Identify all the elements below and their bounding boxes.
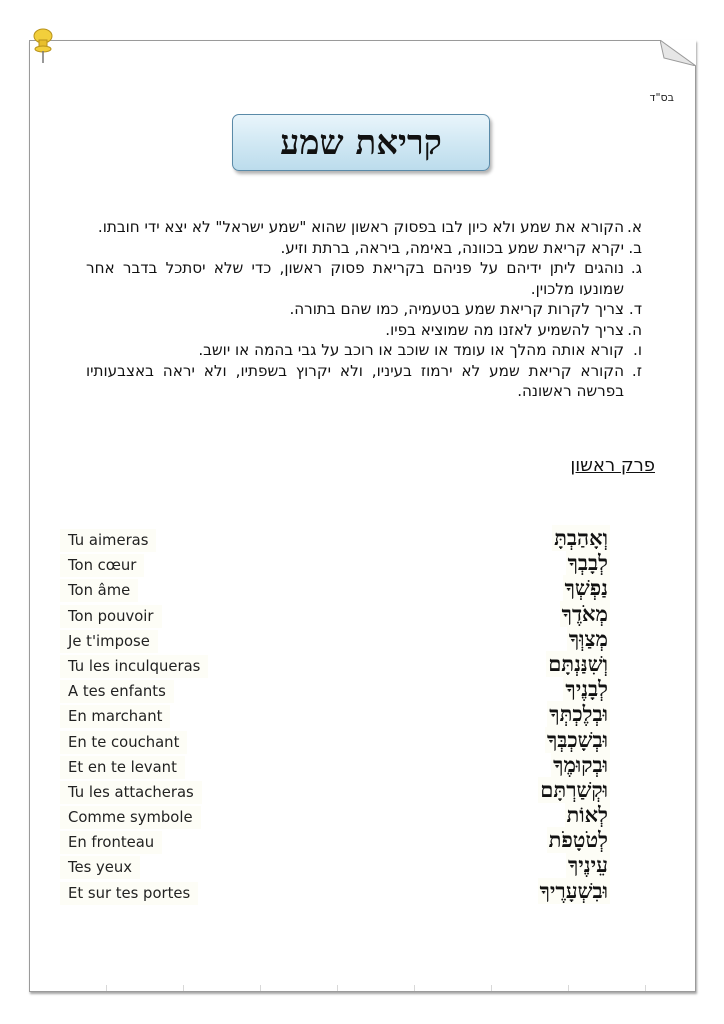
- rule-item: [86, 340, 642, 361]
- hebrew-word: לְבָבְךָ: [567, 550, 608, 576]
- rule-item: [86, 258, 642, 299]
- rule-item: [86, 320, 642, 341]
- french-word: Tu les attacheras: [60, 781, 202, 804]
- rule-letter: ו.: [633, 341, 642, 359]
- rule-item: [86, 299, 642, 320]
- rule-item: [86, 238, 642, 259]
- vocab-row: [60, 525, 620, 554]
- hebrew-word: לְבָנֶיךָ: [565, 676, 608, 702]
- french-word: Tes yeux: [60, 856, 140, 879]
- rule-text: קורא אותה מהלך או עומד או שוכב או רוכב על גבי בהמה או יושב.: [198, 341, 624, 359]
- vocabulary-table: [60, 525, 620, 907]
- rule-letter: א.: [627, 218, 642, 236]
- hebrew-word: נַפְשְׁךָ: [564, 575, 608, 601]
- hebrew-word: וּבְלֶכְתְּךָ: [549, 701, 608, 727]
- vocab-row: [60, 802, 620, 831]
- french-word: A tes enfants: [60, 680, 174, 703]
- rule-text: יקרא קריאת שמע בכוונה, באימה, ביראה, ברתת וזיע.: [280, 238, 624, 257]
- hebrew-word: וּבְשָׁכְבְּךָ: [546, 726, 608, 752]
- rule-text: צריך להשמיע לאזנו מה שמוציא בפיו.: [385, 320, 624, 339]
- vocab-row: [60, 650, 620, 680]
- page-curl-corner: [660, 40, 696, 66]
- vocab-row: [60, 676, 620, 705]
- french-word: Ton cœur: [60, 554, 144, 577]
- french-word: Je t'impose: [60, 630, 158, 653]
- vocab-row: [60, 701, 620, 730]
- hebrew-word: וְשִׁנַּנְתָּם: [548, 650, 608, 676]
- chapter-heading: פרק ראשון: [570, 455, 655, 476]
- pushpin-icon: [30, 28, 56, 64]
- french-word: Et en te levant: [60, 756, 185, 779]
- french-word: Ton âme: [60, 579, 138, 602]
- rule-text: צריך לקרות קריאת שמע בטעמיה, כמו שהם בתורה.: [289, 300, 624, 318]
- hebrew-word: וּקְשַׁרְתָּם: [540, 776, 608, 802]
- page-title: קריאת שמע: [280, 122, 442, 163]
- hebrew-word: עֵינֶיךָ: [567, 852, 608, 878]
- title-banner: [232, 114, 490, 171]
- rule-letter: ז.: [631, 361, 642, 380]
- french-word: Tu aimeras: [60, 529, 156, 552]
- rule-text: נוהגים ליתן ידיהם על פניהם בקריאת פסוק ראשון, כדי שלא יסתכל בדבר אחר שמונעו מלכוין.: [86, 259, 624, 298]
- vocab-row: [60, 852, 620, 881]
- page-bottom-edge: [30, 985, 695, 991]
- hebrew-word: וּבִשְׁעָרֶיךָ: [539, 877, 608, 903]
- rule-item: [86, 217, 642, 238]
- vocab-row: [60, 625, 620, 655]
- vocab-row: [60, 877, 620, 907]
- vocab-row: [60, 550, 620, 579]
- french-word: Et sur tes portes: [60, 882, 198, 905]
- hebrew-word: מְצַוְּךָ: [568, 625, 608, 651]
- french-word: Comme symbole: [60, 806, 201, 829]
- rules-list: [86, 217, 642, 402]
- vocab-row: [60, 751, 620, 781]
- vocab-row: [60, 575, 620, 604]
- rule-letter: ה.: [627, 320, 642, 339]
- vocab-row: [60, 776, 620, 806]
- rule-text: הקורא את שמע ולא כיון לבו בפסוק ראשון שהוא "שמע ישראל" לא יצא ידי חובתו.: [97, 218, 624, 236]
- vocab-row: [60, 827, 620, 856]
- rule-letter: ד.: [628, 300, 642, 318]
- french-word: En te couchant: [60, 731, 187, 754]
- french-word: Tu les inculqueras: [60, 655, 208, 678]
- hebrew-word: וְאָהַבְתָּ: [554, 525, 608, 550]
- french-word: Ton pouvoir: [60, 605, 162, 628]
- rule-text: הקורא קריאת שמע לא ירמוז בעיניו, ולא יקרוץ בשפתיו, ולא יראה באצבעותיו בפרשה ראשונה.: [86, 361, 624, 400]
- french-word: En fronteau: [60, 831, 162, 854]
- hebrew-word: לְטֹטָפֹת: [548, 827, 608, 853]
- bsd-header: בס"ד: [649, 91, 674, 104]
- hebrew-word: מְאֹדֶךָ: [561, 600, 608, 626]
- vocab-row: [60, 600, 620, 630]
- french-word: En marchant: [60, 705, 170, 728]
- hebrew-word: לְאוֹת: [566, 802, 608, 828]
- rule-letter: ב.: [628, 238, 642, 257]
- rule-letter: ג.: [630, 259, 642, 277]
- rule-item: [86, 361, 642, 402]
- vocab-row: [60, 726, 620, 756]
- hebrew-word: וּבְקוּמֶךָ: [553, 751, 608, 777]
